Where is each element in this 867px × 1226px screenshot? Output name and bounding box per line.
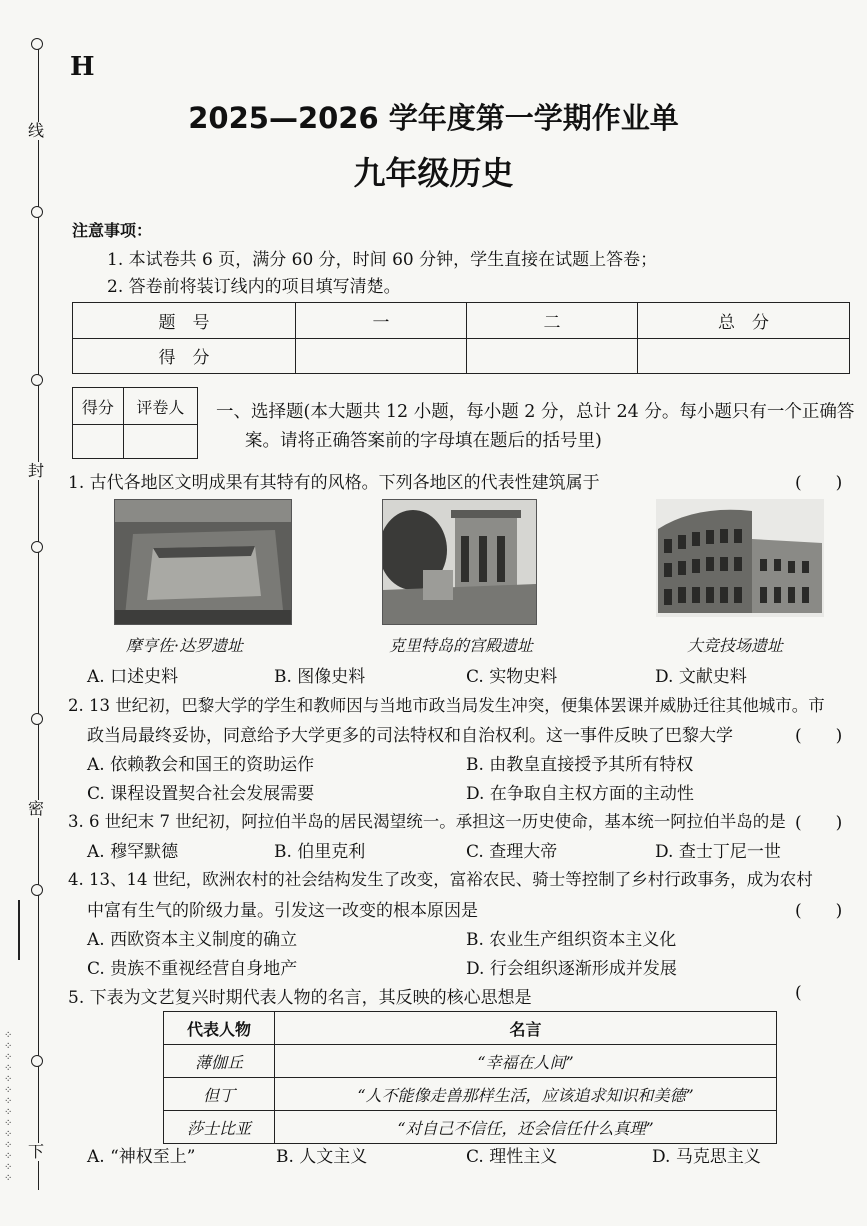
notes-item-2: 2. 答卷前将装订线内的项目填写清楚。 <box>107 277 401 297</box>
binding-circle <box>31 713 43 725</box>
quotes-text: “人不能像走兽那样生活，应该追求知识和美德” <box>275 1078 777 1111</box>
quotes-header-person: 代表人物 <box>164 1012 275 1045</box>
q4-stem-line2: 中富有生气的阶级力量。引发这一改变的根本原因是 <box>87 901 478 921</box>
page-title: 2025—2026 学年度第一学期作业单 <box>188 101 679 135</box>
q4-option-d[interactable]: D. 行会组织逐渐形成并发展 <box>466 959 677 979</box>
quotes-person: 但丁 <box>164 1078 275 1111</box>
crete-palace-photo <box>382 499 537 625</box>
binding-circle <box>31 206 43 218</box>
notes-heading: 注意事项： <box>72 221 153 240</box>
table-row <box>164 1045 777 1078</box>
grader-name-cell[interactable] <box>123 425 197 459</box>
notes-item-1: 1. 本试卷共 6 页，满分 60 分，时间 60 分钟，学生直接在试题上答卷； <box>107 250 658 270</box>
q3-answer-bracket[interactable]: ( ) <box>795 813 843 833</box>
binding-circle <box>31 1055 43 1067</box>
quotes-person: 莎士比亚 <box>164 1111 275 1144</box>
q2-option-c[interactable]: C. 课程设置契合社会发展需要 <box>87 784 315 804</box>
q1-option-d[interactable]: D. 文献史料 <box>655 667 747 687</box>
q3-option-c[interactable]: C. 查理大帝 <box>466 842 558 862</box>
q4-stem-line1: 4. 13、14 世纪，欧洲农村的社会结构发生了改变，富裕农民、骑士等控制了乡村行政事务，成为农村 <box>68 870 813 889</box>
table-row <box>164 1078 777 1111</box>
margin-dots: ⁘ ⁘ ⁘ ⁘ ⁘ ⁘ ⁘ ⁘ ⁘ ⁘ ⁘ ⁘ ⁘ ⁘ <box>4 1030 13 1184</box>
q2-option-b[interactable]: B. 由教皇直接授予其所有特权 <box>466 755 694 775</box>
grader-score-cell[interactable] <box>73 425 124 459</box>
binding-char-secret: 密 <box>28 799 45 818</box>
colosseum-photo <box>656 499 824 617</box>
binding-char-seal: 封 <box>28 461 45 480</box>
binding-circle <box>31 374 43 386</box>
score-header-part2: 二 <box>467 303 638 339</box>
binding-char-down: 下 <box>28 1142 45 1161</box>
score-header-total: 总 分 <box>638 303 850 339</box>
q3-option-d[interactable]: D. 查士丁尼一世 <box>655 842 781 862</box>
section1-instruction-line1: 一、选择题(本大题共 12 小题，每小题 2 分，总计 24 分。每小题只有一个正确答 <box>216 402 855 422</box>
q4-answer-bracket[interactable]: ( ) <box>795 901 843 921</box>
q2-stem-line1: 2. 13 世纪初，巴黎大学的学生和教师因与当地市政当局发生冲突，便集体罢课并威胁迁往其他城市。市 <box>68 696 825 715</box>
q4-option-a[interactable]: A. 西欧资本主义制度的确立 <box>87 930 298 950</box>
q1-stem: 1. 古代各地区文明成果有其特有的风格。下列各地区的代表性建筑属于 <box>68 473 600 493</box>
score-table <box>72 302 850 374</box>
binding-circle <box>31 38 43 50</box>
q5-option-a[interactable]: A. “神权至上” <box>87 1147 196 1167</box>
q2-option-a[interactable]: A. 依赖教会和国王的资助运作 <box>87 755 315 775</box>
page-subtitle: 九年级历史 <box>353 154 514 192</box>
q2-stem-line2: 政当局最终妥协，同意给予大学更多的司法特权和自治权利。这一事件反映了巴黎大学 <box>87 726 733 746</box>
q3-stem: 3. 6 世纪末 7 世纪初，阿拉伯半岛的居民渴望统一。承担这一历史使命，基本统一阿拉伯半岛的是 <box>68 812 786 831</box>
binding-char-line: 线 <box>28 121 45 140</box>
score-cell-part1[interactable] <box>296 338 467 374</box>
quotes-text: “幸福在人间” <box>275 1045 777 1078</box>
quotes-header-quote: 名言 <box>275 1012 777 1045</box>
q4-option-c[interactable]: C. 贵族不重视经营自身地产 <box>87 959 298 979</box>
table-row <box>164 1111 777 1144</box>
score-cell-part2[interactable] <box>467 338 638 374</box>
q2-option-d[interactable]: D. 在争取自主权方面的主动性 <box>466 784 694 804</box>
section1-instruction-line2: 案。请将正确答案前的字母填在题后的括号里) <box>245 431 602 451</box>
q3-option-b[interactable]: B. 伯里克利 <box>274 842 366 862</box>
caption-mohenjo-daro: 摩亨佐·达罗遗址 <box>126 636 244 655</box>
score-header-question: 题 号 <box>73 303 296 339</box>
caption-colosseum: 大竞技场遗址 <box>687 636 784 655</box>
score-cell-total[interactable] <box>638 338 850 374</box>
q5-answer-bracket[interactable]: ( <box>795 983 802 1003</box>
score-header-part1: 一 <box>296 303 467 339</box>
quotes-text: “对自己不信任，还会信任什么真理” <box>275 1111 777 1144</box>
renaissance-quotes-table <box>163 1011 777 1144</box>
caption-crete-palace: 克里特岛的宫殿遗址 <box>389 636 534 655</box>
q5-option-d[interactable]: D. 马克思主义 <box>652 1147 761 1167</box>
q1-option-c[interactable]: C. 实物史料 <box>466 667 558 687</box>
grader-name-label: 评卷人 <box>123 388 197 425</box>
binding-circle <box>31 884 43 896</box>
q2-answer-bracket[interactable]: ( ) <box>795 726 843 746</box>
mohenjo-daro-photo <box>114 499 292 625</box>
q1-answer-bracket[interactable]: ( ) <box>795 473 843 493</box>
margin-mark <box>18 900 23 960</box>
q3-option-a[interactable]: A. 穆罕默德 <box>87 842 179 862</box>
quotes-person: 薄伽丘 <box>164 1045 275 1078</box>
q1-option-b[interactable]: B. 图像史料 <box>274 667 366 687</box>
paper-version-letter: H <box>70 52 95 82</box>
q5-stem: 5. 下表为文艺复兴时期代表人物的名言，其反映的核心思想是 <box>68 988 532 1008</box>
q5-option-b[interactable]: B. 人文主义 <box>276 1147 368 1167</box>
q5-option-c[interactable]: C. 理性主义 <box>466 1147 558 1167</box>
q4-option-b[interactable]: B. 农业生产组织资本主义化 <box>466 930 677 950</box>
score-row-label: 得 分 <box>73 338 296 374</box>
grader-table <box>72 387 198 459</box>
grader-score-label: 得分 <box>73 388 124 425</box>
q1-option-a[interactable]: A. 口述史料 <box>87 667 179 687</box>
binding-circle <box>31 541 43 553</box>
